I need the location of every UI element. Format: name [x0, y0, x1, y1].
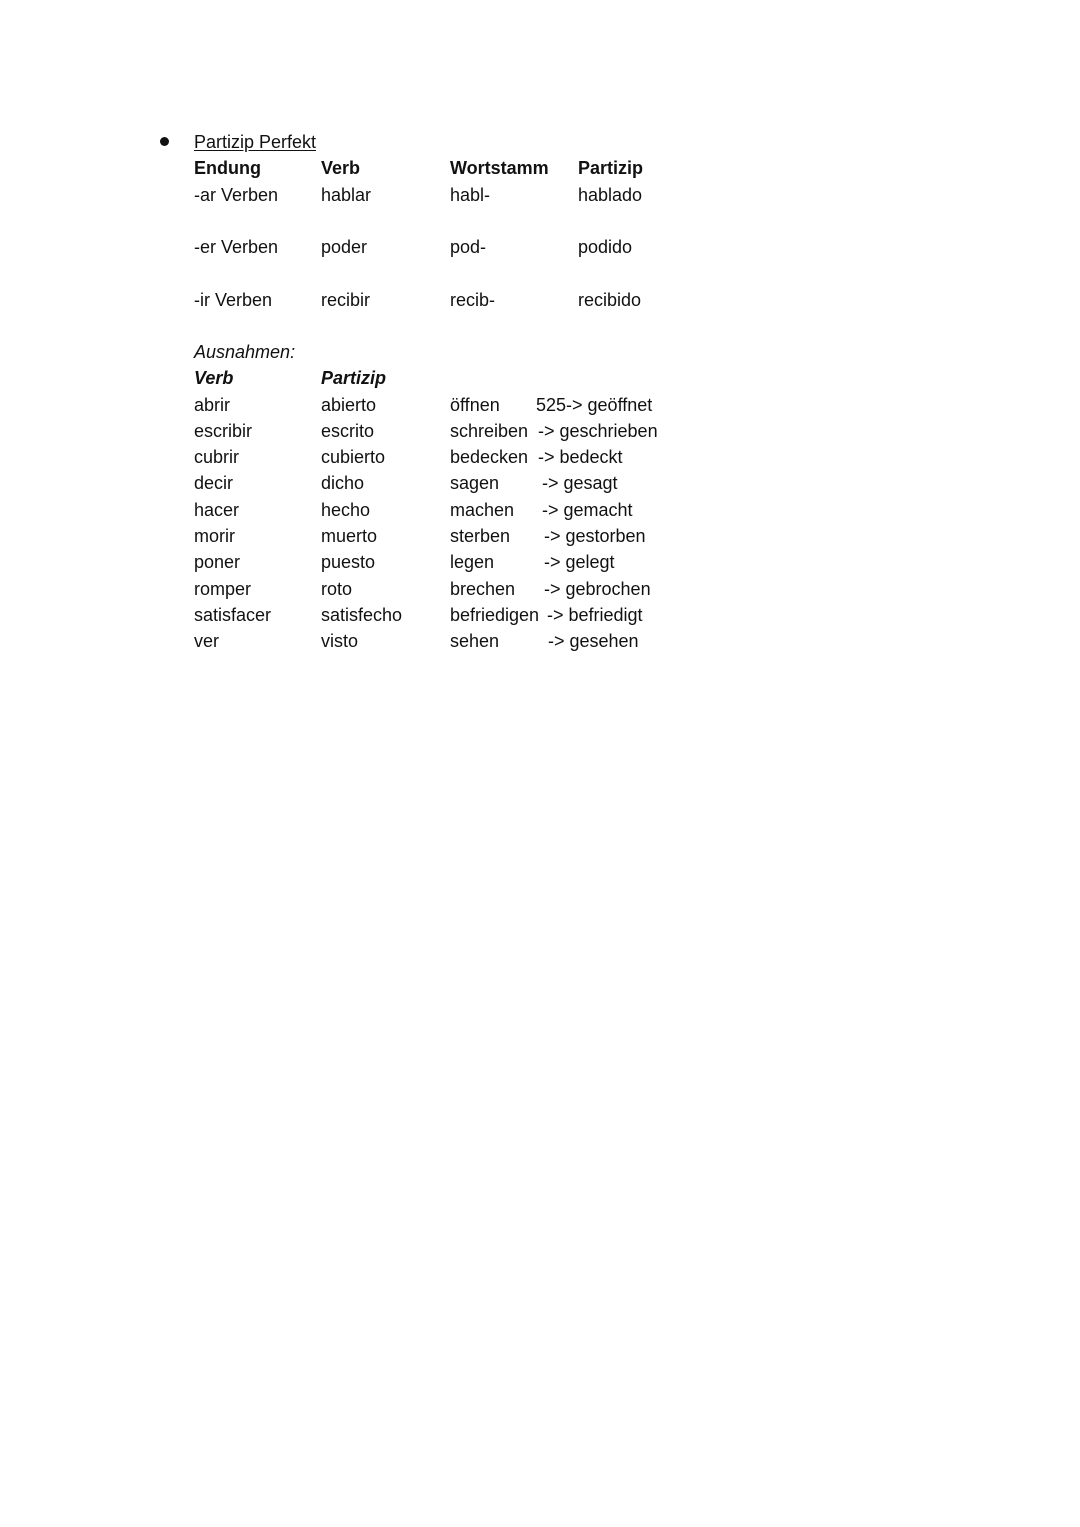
exception-verb: abrir — [194, 395, 231, 415]
exception-german-participle: -> gestorben — [544, 526, 646, 546]
exception-verb: cubrir — [194, 447, 240, 467]
exception-participle: dicho — [321, 473, 365, 493]
exception-german: sagen — [450, 473, 500, 493]
exception-participle: visto — [321, 631, 359, 651]
exception-verb: escribir — [194, 421, 253, 441]
exception-verb: ver — [194, 631, 220, 651]
exception-participle: cubierto — [321, 447, 386, 467]
exception-german: legen — [450, 552, 495, 572]
row-er-ending: -er Verben — [194, 237, 279, 257]
exception-participle: muerto — [321, 526, 378, 546]
exception-german-participle: -> bedeckt — [538, 447, 623, 467]
row-ar-participle: hablado — [578, 185, 643, 205]
row-er-participle: podido — [578, 237, 633, 257]
row-ir-ending: -ir Verben — [194, 290, 273, 310]
exception-german-participle: -> gesehen — [548, 631, 639, 651]
exception-german: sehen — [450, 631, 500, 651]
exception-participle: puesto — [321, 552, 376, 572]
exception-german: brechen — [450, 579, 516, 599]
exception-verb: hacer — [194, 500, 240, 520]
exception-german-participle: -> geschrieben — [538, 421, 658, 441]
exception-verb: romper — [194, 579, 252, 599]
row-er-stem: pod- — [450, 237, 487, 257]
exception-german: schreiben — [450, 421, 529, 441]
exception-german-participle: -> gemacht — [542, 500, 633, 520]
header-wortstamm: Wortstamm — [450, 158, 549, 178]
exception-german-participle: 525-> geöffnet — [536, 395, 653, 415]
exception-german-participle: -> gelegt — [544, 552, 615, 572]
exception-participle: escrito — [321, 421, 375, 441]
header-verb: Verb — [321, 158, 361, 178]
exception-german-participle: -> gebrochen — [544, 579, 651, 599]
exception-participle: roto — [321, 579, 353, 599]
exception-verb: morir — [194, 526, 235, 546]
exceptions-header-partizip: Partizip — [321, 368, 387, 388]
exception-participle: hecho — [321, 500, 371, 520]
exception-german: machen — [450, 500, 515, 520]
exception-german: bedecken — [450, 447, 529, 467]
exception-verb: satisfacer — [194, 605, 272, 625]
row-ir-participle: recibido — [578, 290, 642, 310]
exceptions-label: Ausnahmen: — [194, 342, 296, 362]
exception-german: befriedigen — [450, 605, 540, 625]
row-ar-stem: habl- — [450, 185, 491, 205]
header-partizip: Partizip — [578, 158, 644, 178]
row-ir-verb: recibir — [321, 290, 371, 310]
header-endung: Endung — [194, 158, 261, 178]
row-ar-verb: hablar — [321, 185, 372, 205]
bullet-point — [160, 137, 169, 146]
exception-german-participle: -> befriedigt — [547, 605, 643, 625]
exceptions-header-verb: Verb — [194, 368, 234, 388]
exception-german: sterben — [450, 526, 511, 546]
exception-verb: poner — [194, 552, 241, 572]
section-title: Partizip Perfekt — [194, 132, 317, 152]
exception-verb: decir — [194, 473, 234, 493]
row-ir-stem: recib- — [450, 290, 496, 310]
exception-participle: satisfecho — [321, 605, 403, 625]
exception-participle: abierto — [321, 395, 377, 415]
exception-german: öffnen — [450, 395, 500, 415]
row-er-verb: poder — [321, 237, 368, 257]
row-ar-ending: -ar Verben — [194, 185, 279, 205]
exception-german-participle: -> gesagt — [542, 473, 618, 493]
